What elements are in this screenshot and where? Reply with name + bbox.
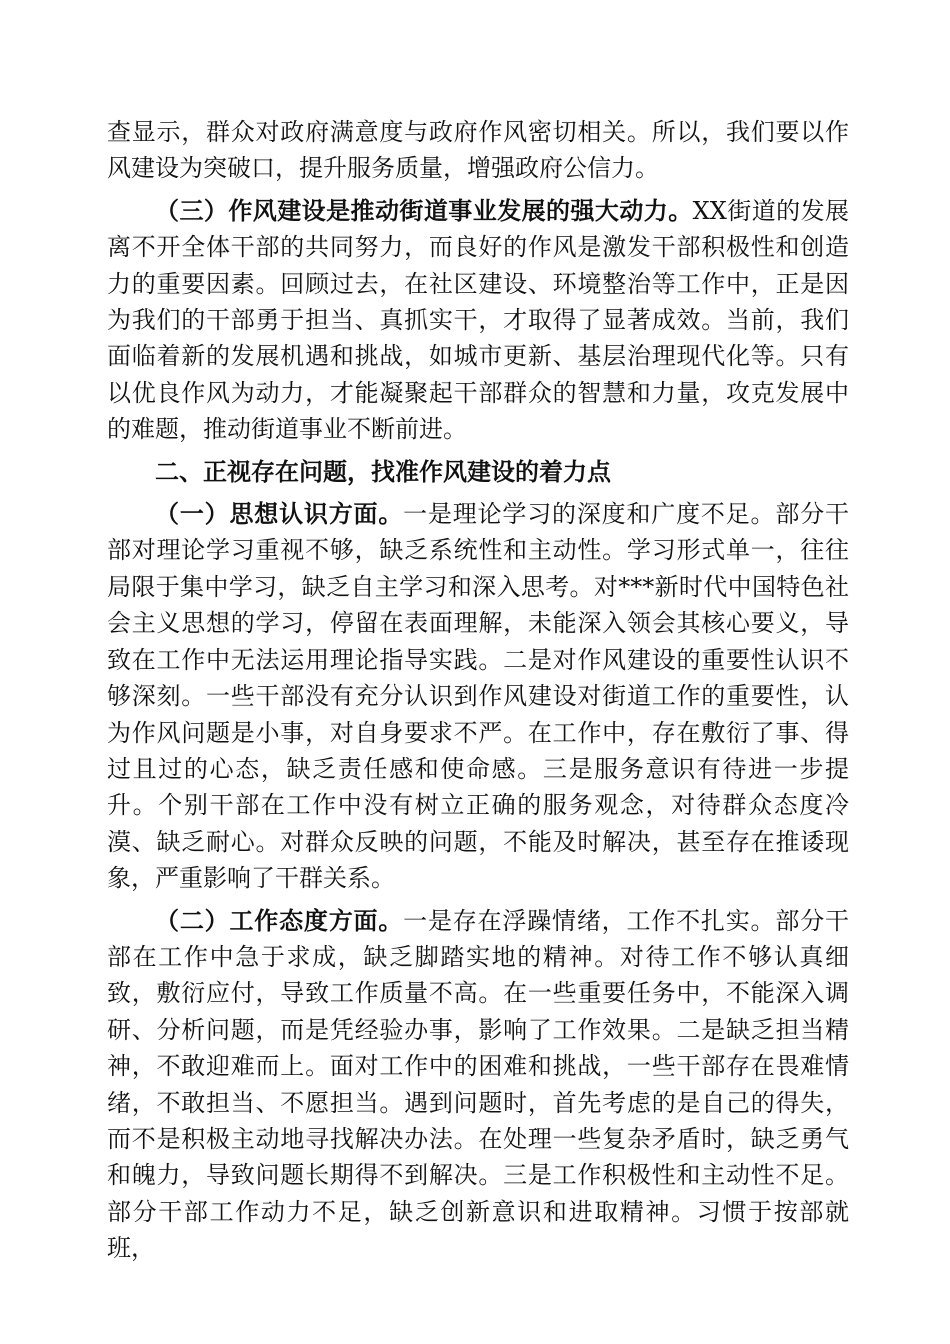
paragraph-text: 一是存在浮躁情绪，工作不扎实。部分干部在工作中急于求成，缺乏脚踏实地的精神。对待工作不够认真细致，敷衍应付，导致工作质量不高。在一些重要任务中，不能深入调研、分析问题，而是凭经验办事，影响了工作效果。二是缺乏担当精神，不敢迎难而上。面对工作中的困难和挑战，一些干部存在畏难情绪，不敢担当、不愿担当。遇到问题时，首先考虑的是自己的得失，而不是积极主动地寻找解决办法。在处理一些复杂矛盾时，缺乏勇气和魄力，导致问题长期得不到解决。三是工作积极性和主动性不足。部分干部工作动力不足，缺乏创新意识和进取精神。习惯于按部就班， [107,906,850,1263]
paragraph-text: 查显示，群众对政府满意度与政府作风密切相关。所以，我们要以作风建设为突破口，提升服务质量，增强政府公信力。 [107,118,849,183]
paragraph-text: 一是理论学习的深度和广度不足。部分干部对理论学习重视不够，缺乏系统性和主动性。学习形式单一，往往局限于集中学习，缺乏自主学习和深入思考。对***新时代中国特色社会主义思想的学习，停留在表面理解，未能深入领会其核心要义，导致在工作中无法运用理论指导实践。二是对作风建设的重要性认识不够深刻。一些干部没有充分认识到作风建设对街道工作的重要性，认为作风问题是小事，对自身要求不严。在工作中，存在敷衍了事、得过且过的心态，缺乏责任感和使命感。三是服务意识有待进一步提升。个别干部在工作中没有树立正确的服务观念，对待群众态度冷漠、缺乏耐心。对群众反映的问题，不能及时解决，甚至存在推诿现象，严重影响了干群关系。 [107,500,850,893]
paragraph-lead: （三）作风建设是推动街道事业发展的强大动力。 [155,195,693,225]
paragraph-lead: （二）工作态度方面。 [155,905,404,935]
section-heading-2: 二、正视存在问题，找准作风建设的着力点 [155,457,611,486]
paragraph-section-3 [107,193,849,448]
paragraph-lead: （一）思想认识方面。 [155,499,404,529]
paragraph-continued [107,114,849,187]
paragraph-attitude [107,903,849,1267]
paragraph-text: XX街道的发展离不开全体干部的共同努力，而良好的作风是激发干部积极性和创造力的重要因素。回顾过去，在社区建设、环境整治等工作中，正是因为我们的干部勇于担当、真抓实干，才取得了显著成效。当前，我们面临着新的发展机遇和挑战，如城市更新、基层治理现代化等。只有以优良作风为动力，才能凝聚起干部群众的智慧和力量，攻克发展中的难题，推动街道事业不断前进。 [107,196,850,444]
paragraph-thinking [107,496,849,896]
document-body [107,114,849,1273]
